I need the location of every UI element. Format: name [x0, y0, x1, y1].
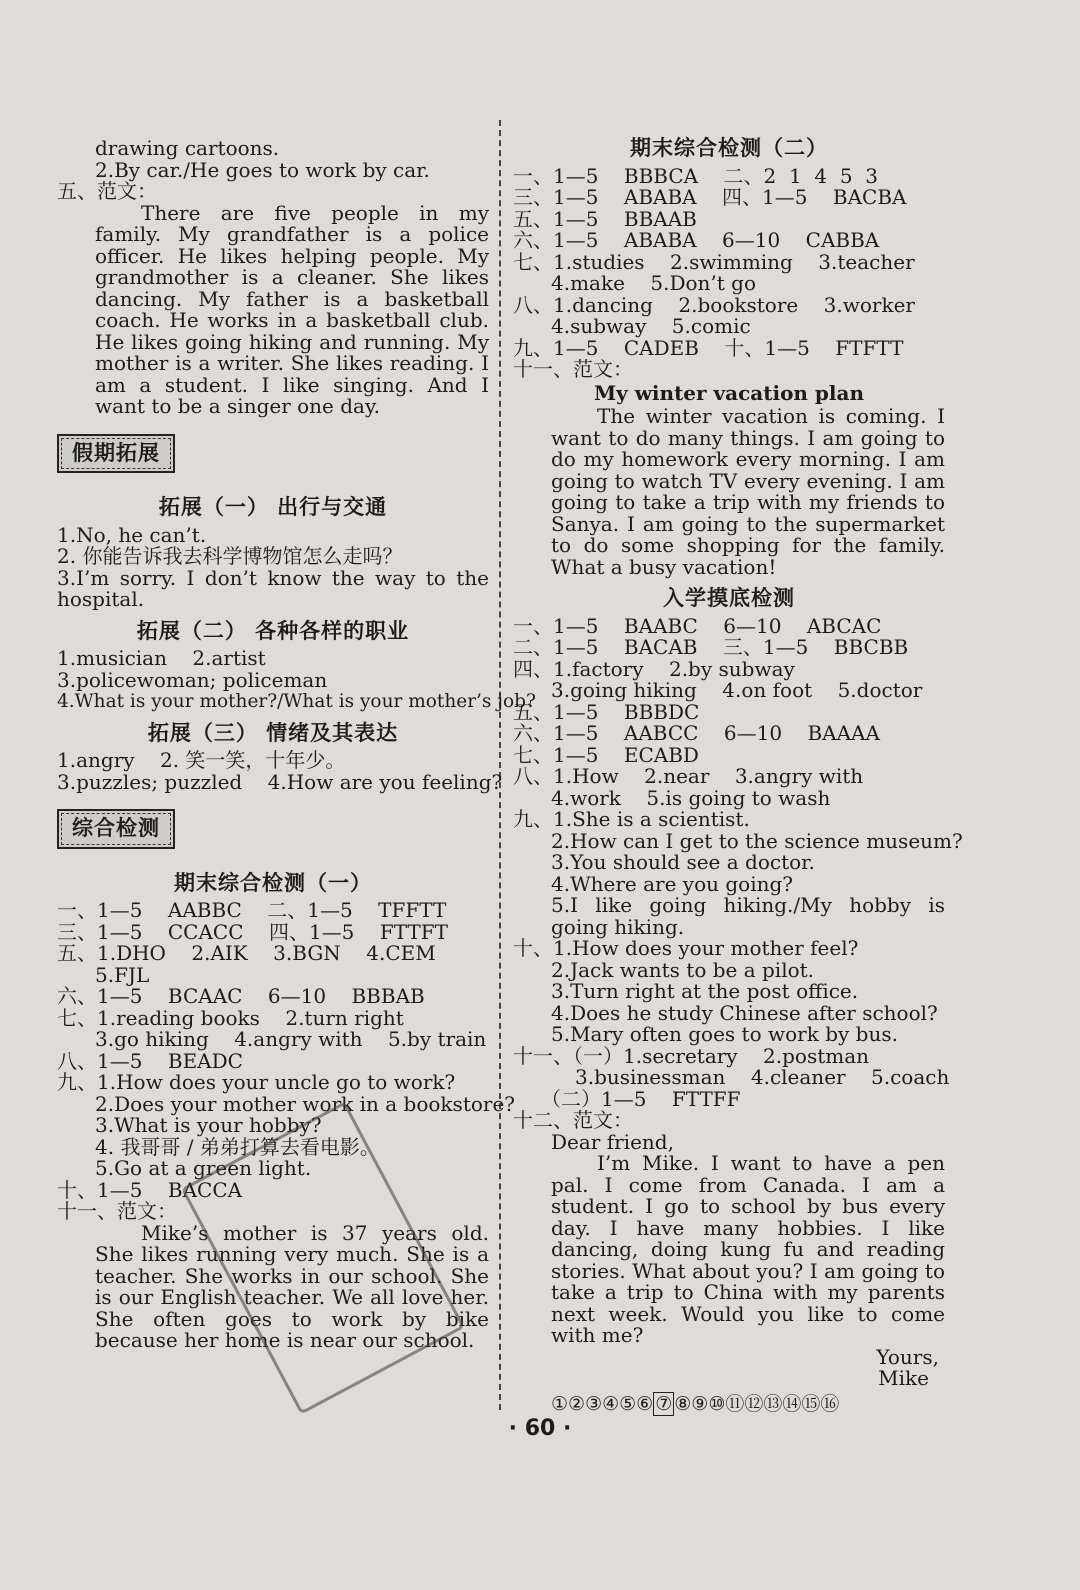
answer-line: 3.going hiking 4.on foot 5.doctor [551, 678, 923, 702]
column-divider [499, 120, 501, 1410]
answer-line: 4.What is your mother?/What is your mother’s job? [57, 691, 536, 712]
answer-line: 五、1.DHO 2.AIK 3.BGN 4.CEM [57, 941, 436, 965]
answer-line: 一、1—5 BBBCA 二、2 1 4 5 3 [513, 163, 878, 188]
extension-title: 拓展（一） 出行与交通 [158, 495, 388, 519]
page-index-strip: ①②③④⑤⑥ ⑦ ⑧⑨⑩⑪⑫⑬⑭⑮⑯ [551, 1392, 840, 1415]
section-heading-comprehensive: 综合检测 [57, 809, 175, 849]
answer-line: 2.How can I get to the science museum? [551, 828, 963, 853]
essay-title: My winter vacation plan [593, 380, 865, 405]
exam-title: 入学摸底检测 [663, 586, 795, 610]
answer-line: 十一、范文： [57, 1199, 177, 1223]
answer-line: 4.Does he study Chinese after school? [551, 1000, 938, 1025]
answer-line: 九、1—5 CADEB 十、1—5 FTFTT [513, 335, 904, 360]
answer-line: 3.policewoman; policeman [57, 667, 328, 692]
answer-line: 3.What is your hobby? [95, 1113, 322, 1137]
answer-line: drawing cartoons. [95, 136, 280, 160]
exam-title: 期末综合检测（二） [630, 136, 828, 160]
answer-line: 3.go hiking 4.angry with 5.by train [95, 1027, 487, 1051]
answer-line: 4.Where are you going? [551, 871, 794, 896]
letter-signature: Mike [878, 1366, 929, 1390]
section-heading-holiday: 假期拓展 [57, 434, 175, 474]
current-page-marker: ⑦ [655, 1392, 673, 1415]
answer-line: （二）1—5 FTTFF [541, 1086, 741, 1111]
answer-line: 四、1.factory 2.by subway [513, 656, 795, 681]
sample-essay: Mike’s mother is 37 years old. She likes running very much. She is a teacher. She works in our school. She is our English teacher. We all love her. She often goes to work by bike because her home is near our school. [95, 1220, 489, 1352]
exam-title: 期末综合检测（一） [174, 870, 372, 895]
answer-line: 1.angry 2. 笑一笑，十年少。 [57, 748, 346, 772]
page-number: · 60 · [508, 1416, 572, 1441]
answer-line: 十一、范文： [513, 357, 633, 381]
extension-title: 拓展（二） 各种各样的职业 [136, 618, 410, 643]
answer-line: 十一、（一）1.secretary 2.postman [513, 1043, 870, 1068]
answer-line: 三、1—5 CCACC 四、1—5 FTTFT [57, 919, 448, 944]
answer-line: 七、1.reading books 2.turn right [57, 1005, 404, 1030]
answer-line: 2.Jack wants to be a pilot. [551, 957, 815, 982]
answer-line: 七、1—5 ECABD [513, 742, 699, 767]
answer-line: 3.Turn right at the post office. [551, 979, 859, 1003]
letter-greeting: Dear friend, [551, 1129, 674, 1154]
answer-line: 3.You should see a doctor. [551, 850, 815, 874]
answer-line: 5.FJL [95, 962, 150, 987]
answer-line: 3.businessman 4.cleaner 5.coach [575, 1065, 950, 1089]
sample-essay: There are five people in my family. My grandfather is a police officer. He likes helping people. My grandmother is a cleaner. She likes dancing. My father is a basketball coach. He works in a basketball club. He likes going hiking and running. My mother is a writer. She likes reading. I am a student. I like singing. And I want to be a singer one day. [95, 200, 489, 418]
answer-line: 4.work 5.is going to wash [551, 785, 831, 810]
answer-line: 十二、范文： [513, 1108, 633, 1132]
answer-line: 5.I like going hiking./My hobby is going hiking. [551, 893, 945, 939]
answer-line: 五、范文： [57, 179, 157, 203]
answer-line: 六、1—5 AABCC 6—10 BAAAA [513, 721, 880, 745]
answer-line: 一、1—5 BAABC 6—10 ABCAC [513, 613, 882, 638]
answer-line: 3.puzzles; puzzled 4.How are you feeling? [57, 769, 503, 794]
letter-closing: Yours, [876, 1344, 939, 1369]
answer-line: 十、1.How does your mother feel? [513, 936, 859, 960]
answer-line: 九、1.How does your uncle go to work? [57, 1070, 456, 1094]
answer-line: 三、1—5 ABABA 四、1—5 BACBA [513, 185, 907, 209]
answer-line: 五、1—5 BBBDC [513, 699, 700, 724]
answer-line: 六、1—5 BCAAC 6—10 BBBAB [57, 984, 425, 1008]
answer-line: 七、1.studies 2.swimming 3.teacher [513, 249, 915, 274]
answer-line: 八、1.How 2.near 3.angry with [513, 764, 864, 788]
answer-line: 2. 你能告诉我去科学博物馆怎么走吗？ [57, 544, 403, 568]
answer-line: 五、1—5 BBAAB [513, 206, 697, 231]
answer-line: 九、1.She is a scientist. [513, 807, 750, 831]
answer-line: 十、1—5 BACCA [57, 1177, 243, 1202]
answer-line: 一、1—5 AABBC 二、1—5 TFFTT [57, 898, 447, 922]
answer-line: 八、1—5 BEADC [57, 1048, 243, 1073]
answer-line: 4.make 5.Don’t go [551, 271, 756, 295]
extension-title: 拓展（三） 情绪及其表达 [147, 720, 399, 745]
watermark-logo [916, 1518, 1066, 1578]
answer-line: 二、1—5 BACAB 三、1—5 BBCBB [513, 635, 909, 659]
answer-line: 1.No, he can’t. [57, 522, 207, 547]
answer-line: 5.Go at a green light. [95, 1156, 312, 1180]
answer-line: 5.Mary often goes to work by bus. [551, 1022, 898, 1046]
answer-line: 2.Does your mother work in a bookstore? [95, 1091, 516, 1116]
sample-letter: I’m Mike. I want to have a pen pal. I come from Canada. I am a student. I go to school by bus every day. I have many hobbies. I like dancing, doing kung fu and reading stories. What about you? I am going to take a trip to China with my parents next week. Would you like to come with me? [551, 1151, 945, 1347]
answer-line: 3.I’m sorry. I don’t know the way to the hospital. [57, 565, 489, 611]
answer-line: 六、1—5 ABABA 6—10 CABBA [513, 228, 880, 252]
answer-line: 4.subway 5.comic [551, 314, 751, 338]
answer-line: 1.musician 2.artist [57, 646, 266, 670]
answer-line: 4. 我哥哥 / 弟弟打算去看电影。 [95, 1134, 380, 1159]
right-column [513, 136, 963, 1415]
sample-essay: The winter vacation is coming. I want to do many things. I am going to do my homework every morning. I am going to watch TV every evening. I am going to take a trip with my friends to Sanya. I am going to the supermarket to do some shopping for the family. What a busy vacation! [551, 404, 945, 579]
answer-line: 八、1.dancing 2.bookstore 3.worker [513, 292, 915, 317]
answer-line: 2.By car./He goes to work by car. [95, 157, 430, 182]
